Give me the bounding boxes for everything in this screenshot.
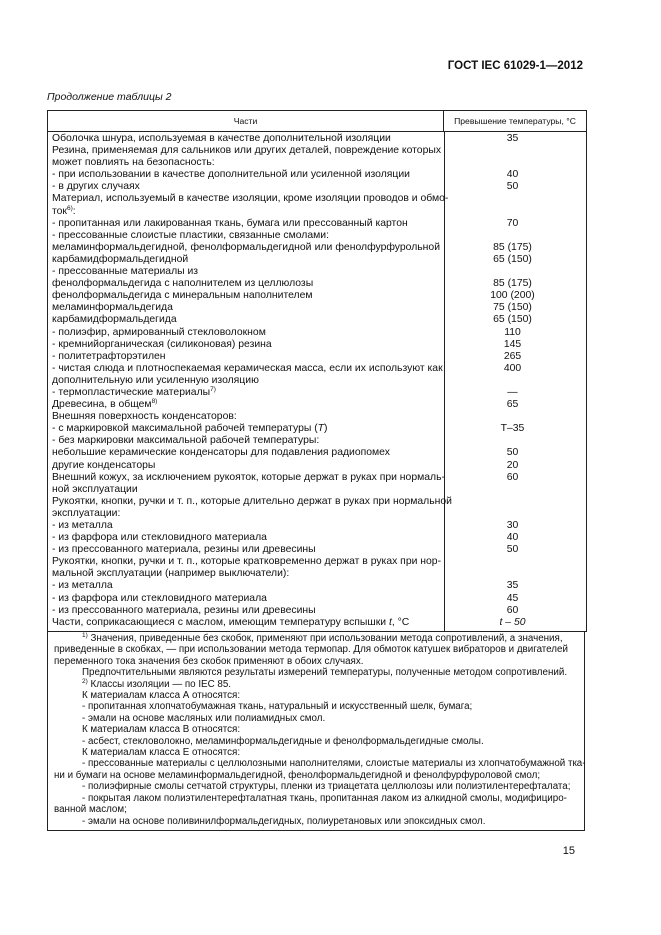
- part-text: - пропитанная или лакированная ткань, бумага или прессованный картон: [52, 217, 408, 229]
- note-text: Предпочтительными являются результаты измерений температуры, полученные методом сопротивлений.: [82, 667, 568, 679]
- part-text: - в других случаях: [52, 181, 140, 193]
- value-cell: [445, 447, 586, 459]
- note-text: Классы изоляции — по IEC 85.: [87, 678, 231, 690]
- note-text: - полиэфирные смолы сетчатой структуры, пленки из триацетата целлюлозы или полиэтилентерефталата;: [82, 781, 571, 793]
- temperature-table: [47, 110, 587, 632]
- note-text: Значения, приведенные без скобок, применяют при использовании метода сопротивлений, а значения,: [87, 633, 563, 644]
- part-text: Внешний кожух, за исключением рукояток, которые держат в руках при нормаль-: [52, 471, 445, 483]
- value-cell: [445, 423, 586, 435]
- part-italic: T: [317, 423, 325, 435]
- value-text: 35: [506, 580, 519, 592]
- table-body: [48, 132, 586, 631]
- part-line: [52, 399, 440, 411]
- value-text: 40: [506, 532, 519, 544]
- note-line: [54, 758, 586, 770]
- part-line: [52, 593, 440, 605]
- part-text: - кремнийорганическая (силиконовая) резина: [52, 338, 272, 350]
- value-cell: [445, 254, 586, 266]
- part-line: [52, 484, 440, 496]
- value-cell: [445, 472, 586, 484]
- value-cell: [445, 568, 586, 580]
- value-cell: [445, 399, 586, 411]
- part-line: [52, 520, 440, 532]
- value-cell: [445, 435, 586, 447]
- value-cell: [445, 460, 586, 472]
- value-text: 50: [506, 544, 519, 556]
- part-text: - с маркировкой максимальной рабочей температуры (: [52, 423, 318, 435]
- note-number: 2): [82, 677, 88, 685]
- value-text: 110: [504, 326, 521, 338]
- note-line: [54, 804, 578, 815]
- part-line: [52, 266, 440, 278]
- part-line: [52, 435, 440, 447]
- note-text: приведенные в скобках, — при использовании метода термопар. Для обмоток катушек вибраторов и двигателей: [54, 644, 568, 656]
- part-line: [52, 460, 440, 472]
- value-cell: [445, 206, 586, 218]
- part-text: Резина, применяемая для сальников или других деталей, повреждение которых: [52, 145, 442, 157]
- value-cell: [445, 290, 586, 302]
- part-line: [52, 387, 440, 399]
- part-line: [52, 351, 440, 363]
- part-line: [52, 230, 440, 242]
- part-text: - из фарфора или стекловидного материала: [52, 532, 267, 544]
- value-text: 75 (150): [493, 302, 532, 314]
- part-line: [52, 193, 449, 205]
- part-text: - из металла: [52, 580, 113, 592]
- part-text: Оболочка шнура, используемая в качестве дополнительной изоляции: [52, 133, 391, 144]
- note-text: - пропитанная хлопчатобумажная ткань, натуральный и искусственный шелк, бумага;: [82, 701, 473, 713]
- value-cell: [445, 496, 586, 508]
- value-cell: [445, 532, 586, 544]
- note-line: [54, 816, 578, 827]
- header-temperature: Превышение температуры, °С: [454, 116, 576, 126]
- part-line: [52, 218, 440, 230]
- value-cell: [445, 375, 586, 387]
- part-text: небольшие керамические конденсаторы для подавления радиопомех: [52, 447, 390, 459]
- part-text: - политетрафторэтилен: [52, 350, 166, 362]
- value-text: 60: [506, 471, 519, 483]
- part-line: [52, 181, 440, 193]
- part-line: [52, 411, 440, 423]
- value-text: 45: [506, 592, 519, 604]
- part-text: дополнительную или усиленную изоляцию: [52, 374, 259, 386]
- note-text: К материалам класса В относятся:: [82, 724, 241, 736]
- value-text: 35: [506, 133, 519, 144]
- note-text: ни и бумаги на основе меламинформальдегидной, фенолформальдегидной и фенолфурфуроловой смол;: [54, 769, 541, 781]
- value-cell: [445, 302, 586, 314]
- part-line: [52, 339, 440, 351]
- part-text: - чистая слюда и плотноспекаемая керамическая масса, если их используют как: [52, 362, 443, 374]
- value-cell: [445, 157, 586, 169]
- value-text: 65 (150): [493, 253, 532, 265]
- value-text: 40: [506, 169, 519, 181]
- standard-number: ГОСТ IEC 61029-1—2012: [447, 60, 583, 72]
- part-text: - полиэфир, армированный стекловолокном: [52, 326, 266, 338]
- value-text: 30: [506, 520, 519, 531]
- note-text: - эмали на основе поливинилформальдегидных, полиуретановых или эпоксидных смол.: [82, 815, 486, 827]
- values-column: [445, 132, 586, 631]
- value-cell: [445, 145, 586, 157]
- value-cell: [445, 363, 586, 375]
- value-text: 20: [506, 459, 519, 471]
- value-cell: [445, 242, 586, 254]
- footnote-ref: 8): [151, 398, 158, 406]
- note-line: [54, 793, 578, 804]
- part-line: [52, 254, 440, 266]
- value-text: 100 (200): [490, 290, 535, 302]
- note-line: [54, 679, 578, 690]
- value-cell: [445, 544, 586, 556]
- part-line: [52, 145, 440, 157]
- note-text: переменного тока значения без скобок применяют в обоих случаях.: [54, 655, 364, 667]
- part-text: - из прессованного материала, резины или древесины: [52, 544, 316, 556]
- part-text: Древесина, в общем: [52, 399, 152, 411]
- part-text: фенолформальдегида с наполнителем из целлюлозы: [52, 278, 314, 290]
- part-line: [52, 302, 440, 314]
- note-line: [54, 690, 578, 701]
- note-line: [54, 633, 578, 644]
- part-text: - из металла: [52, 520, 113, 531]
- part-line: [52, 423, 440, 435]
- part-line: [52, 133, 440, 145]
- part-line: [52, 556, 440, 568]
- value-cell: [445, 605, 586, 617]
- note-text: - асбест, стекловолокно, меламинформальдегидные и фенолформальдегидные смолы.: [82, 735, 484, 747]
- part-text: - из прессованного материала, резины или древесины: [52, 604, 316, 616]
- value-cell: [445, 339, 586, 351]
- part-line: [52, 327, 440, 339]
- part-line: [52, 447, 440, 459]
- part-text: эксплуатации:: [52, 507, 121, 519]
- part-suffix: , °С: [391, 616, 410, 628]
- value-cell: [445, 617, 586, 629]
- value-cell: [445, 169, 586, 181]
- note-text: - эмали на основе масляных или полиамидных смол.: [82, 712, 326, 724]
- value-cell: [445, 230, 586, 242]
- note-text: - прессованные материалы с целлюлозными наполнителями, слоистые материалы из хлопчатобумажной ткa-: [82, 758, 586, 770]
- part-text: другие конденсаторы: [52, 459, 156, 471]
- value-text: t – 50: [499, 616, 526, 628]
- value-text: T–35: [500, 423, 525, 435]
- note-line: [54, 644, 578, 655]
- part-line: [52, 242, 440, 254]
- part-text: ной эксплуатации: [52, 483, 138, 495]
- part-line: [52, 544, 440, 556]
- value-text: 400: [503, 362, 522, 374]
- part-line: [52, 495, 452, 508]
- note-line: [54, 667, 578, 678]
- part-line: [52, 605, 440, 617]
- note-line: [54, 770, 578, 781]
- value-cell: [445, 351, 586, 363]
- part-text: - без маркировки максимальной рабочей температуры:: [52, 435, 320, 447]
- value-cell: [445, 327, 586, 339]
- part-text: меламинформальдегида: [52, 302, 173, 314]
- part-line: [52, 617, 440, 629]
- note-text: - покрытая лаком полиэтилентерефталатная ткань, пропитанная лаком из алкидной смолы, модифициро-: [82, 792, 567, 804]
- part-line: [52, 568, 440, 580]
- part-text: мальной эксплуатации (например выключатели):: [52, 568, 290, 580]
- part-text: - термопластические материалы: [52, 386, 211, 398]
- note-line: [54, 701, 578, 712]
- value-cell: [445, 181, 586, 193]
- value-text: 60: [506, 604, 519, 616]
- note-line: [54, 713, 578, 724]
- note-text: К материалам класса А относятся:: [82, 690, 241, 702]
- part-line: [52, 508, 440, 520]
- value-cell: [445, 484, 586, 496]
- value-text: 85 (175): [493, 241, 532, 253]
- value-cell: [445, 556, 586, 568]
- part-line: [52, 375, 440, 387]
- part-text: - из фарфора или стекловидного материала: [52, 592, 267, 604]
- header-parts: Части: [48, 111, 444, 131]
- value-cell: [445, 314, 586, 326]
- part-text: карбамидформальдегидной: [52, 253, 189, 265]
- value-text: 50: [506, 181, 519, 193]
- note-line: [54, 724, 578, 735]
- value-text: 145: [503, 338, 522, 350]
- part-text: Материал, используемый в качестве изоляции, кроме изоляции проводов и обмо-: [52, 193, 449, 205]
- part-text: ток: [52, 205, 67, 217]
- page-number: 15: [562, 845, 575, 857]
- part-line: [52, 290, 440, 302]
- note-text: К материалам класса Е относятся:: [82, 747, 241, 759]
- note-text: ванной маслом;: [54, 804, 127, 816]
- part-text: Внешняя поверхность конденсаторов:: [52, 411, 237, 423]
- value-text: 265: [503, 350, 522, 362]
- part-text: - прессованные материалы из: [52, 266, 199, 278]
- note-line: [54, 656, 578, 667]
- value-text: 65: [506, 399, 519, 411]
- part-text: Рукоятки, кнопки, ручки и т. п., которые кратковременно держат в руках при нор-: [52, 556, 442, 568]
- note-line: [54, 781, 578, 792]
- note-line: [54, 747, 578, 758]
- value-cell: [445, 580, 586, 592]
- value-cell: [445, 193, 586, 205]
- value-cell: [445, 520, 586, 532]
- value-cell: [445, 387, 586, 399]
- value-text: 50: [506, 447, 519, 459]
- value-text: 65 (150): [493, 314, 532, 326]
- part-text: - прессованные слоистые пластики, связанные смолами:: [52, 229, 329, 241]
- value-cell: [445, 266, 586, 278]
- part-text: меламинформальдегидной, фенолформальдегидной или фенолфурфурольной: [52, 241, 440, 253]
- part-italic: t: [388, 616, 392, 628]
- part-text: фенолформальдегида с минеральным наполнителем: [52, 290, 313, 302]
- part-line: [52, 532, 440, 544]
- table-caption: Продолжение таблицы 2: [47, 91, 172, 103]
- value-cell: [445, 278, 586, 290]
- part-line: [52, 169, 440, 181]
- note-number: 1): [82, 632, 88, 639]
- part-line: [52, 314, 440, 326]
- table-header: [48, 111, 586, 132]
- part-suffix: :: [72, 205, 76, 217]
- value-cell: [445, 508, 586, 520]
- value-cell: [445, 218, 586, 230]
- part-text: карбамидформальдегида: [52, 314, 177, 326]
- part-line: [52, 362, 443, 375]
- part-line: [52, 278, 440, 290]
- parts-column: [48, 132, 452, 631]
- value-text: 85 (175): [493, 278, 532, 290]
- part-line: [52, 206, 440, 218]
- footnotes: [47, 631, 585, 831]
- value-cell: [445, 593, 586, 605]
- value-cell: [445, 133, 586, 145]
- part-line: [52, 157, 440, 169]
- footnote-ref: 6): [66, 204, 73, 212]
- part-suffix: ): [324, 423, 328, 435]
- footnote-ref: 7): [210, 385, 216, 393]
- value-cell: [445, 411, 586, 423]
- value-text: —: [507, 386, 518, 398]
- part-line: [52, 471, 445, 484]
- value-text: 70: [506, 217, 519, 229]
- part-line: [52, 580, 440, 592]
- note-line: [54, 736, 578, 747]
- part-text: - при использовании в качестве дополнительной или усиленной изоляции: [52, 169, 410, 181]
- part-text: Части, соприкасающиеся с маслом, имеющим температуру вспышки: [52, 616, 389, 628]
- part-text: может повлиять на безопасность:: [52, 157, 215, 169]
- part-text: Рукоятки, кнопки, ручки и т. п., которые длительно держат в руках при нормальной: [52, 495, 452, 507]
